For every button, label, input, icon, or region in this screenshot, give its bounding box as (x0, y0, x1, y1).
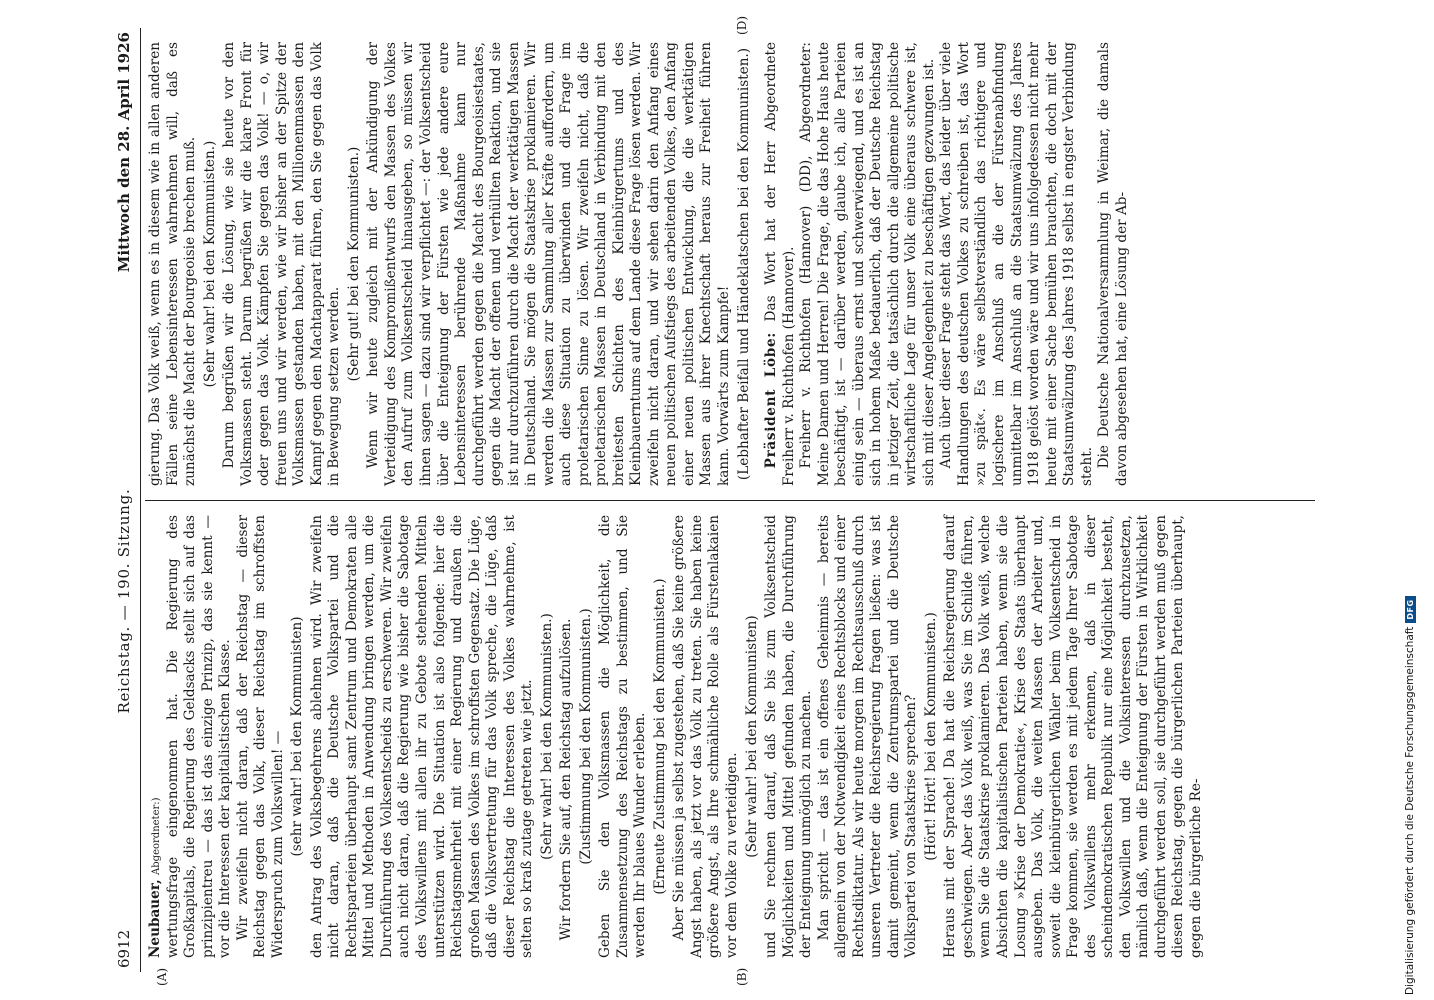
paragraph: Freiherr v. Richthofen (Hannover) (DD), Abgeordneter: Meine Damen und Herren! Die Frage, die das Hohe Haus heute beschäftigt, ist — darüber werden, glaube ich, alle Parteien einig sein — überaus ernst und schwerwiegend, und es ist an sich in hohem Maße bedauerlich, daß der Deutsche Reichstag in jetziger Zeit, die tatsächlich durch die allgemeine politische wirtschaftliche Lage für unser Volk eine überaus schwere ist, sich mit dieser Angelegenheit zu beschäftigen gezwungen ist. (798, 42, 937, 486)
interjection: (Hört! Hört! bei den Kommunisten.) (922, 612, 939, 861)
interjection: (Lebhafter Beifall und Händeklatschen bei den Kommunisten.) (735, 47, 752, 481)
speaker-line (147, 515, 165, 958)
interjection: (Zustimmung bei den Kommunisten.) (577, 608, 594, 865)
paragraph: den Antrag des Volksbegehrens ablehnen wird. Wir zweifeln nicht daran, daß die Deutsche Volkspartei und die Rechtsparteien überhaupt samt Zentrum und Demokraten alle Mittel und Methoden in Anwendung bringen werden, um die Durchführung des Volksentscheids zu erschweren. Wir zweifeln auch nicht daran, daß die Regierung wie bisher die Sabotage des Volkswillens mit allen ihr zu Gebote stehenden Mitteln unterstützen wird. Die Situation ist also folgende: hier die Reichstagsmehrheit mit einer Regierung und draußen die großen Massen des Volkes im schroffsten Gegensatz. Die Lüge, daß die Volksvertretung für das Volk spreche, die Lüge, daß dieser Reichstag die Interessen des Volkes wahrnehme, ist selten so kraß zutage getreten wie jetzt. (308, 515, 536, 958)
paragraph: gierung. Das Volk weiß, wenn es in diesem wie in allen anderen Fällen seine Lebensinteressen wahrnehmen will, daß es zunächst die Macht der Bourgeoisie brechen muß. (147, 42, 199, 486)
paragraph: Heraus mit der Sprache! Da hat die Reichsregierung darauf geschwiegen. Aber das Volk weiß, was Sie im Schilde führen, wenn Sie die Staatskrise proklamieren. Das Volk weiß, welche Absichten die kapitalistischen Parteien haben, wenn sie die Losung »Krise der Demokratie«, Krise des Staats überhaupt ausgeben. Das Volk, die weiten Massen der Arbeiter und, soweit die kleinbürgerlichen Wähler beim Volksentscheid in Frage kommen, sie werden es mit jedem Tage Ihrer Sabotage des Volkswillens mehr erkennen, daß in dieser scheindemokratischen Republik nur eine Möglichkeit besteht, den Volkswillen und die Volksinteressen durchzusetzen, nämlich daß, wenn die Enteignung der Fürsten in Wirklichkeit durchgeführt werden soll, sie durchgeführt werden muß gegen diesen Reichstag, gegen die bürgerlichen Parteien überhaupt, gegen die bürgerliche Re- (942, 515, 1204, 958)
interjection: (Sehr wahr! bei den Kommunisten.) (538, 613, 555, 860)
text-columns (145, 16, 1315, 986)
credit-text: Digitalisierung gefördert durch die Deutsche Forschungsgemeinschaft (1404, 626, 1416, 995)
paragraph: Wir zweifeln nicht daran, daß der Reichstag — dieser Reichstag gegen das Volk, dieser Reichstag im schroffsten Widerspruch zum Volkswillen! — (234, 515, 286, 958)
paragraph: Wenn wir heute zugleich mit der Ankündigung der Verteidigung des Kompromißentwurfs den Massen des Volkes den Aufruf zum Volksentscheid hinausgeben, so müssen wir ihnen sagen — dazu sind wir verpflichtet —: der Volksentscheid über die Enteignung der Fürsten wie jede andere eure Lebensinteressen berührende Maßnahme kann nur durchgeführt werden gegen die Macht des Bourgeoisiestaates, gegen die Macht der offenen und verhüllten Reaktion, und sie ist nur durchzuführen durch die Macht der werktätigen Massen in Deutschland. Sie mögen die Staatskrise proklamieren. Wir werden die Massen zur Sammlung aller Kräfte auffordern, um auch diese Situation zu überwinden und die Frage im proletarischen Sinne zu lösen. Wir zweifeln nicht, daß die proletarischen Massen in Deutschland in Verbindung mit den breitesten Schichten des Kleinbürgertums und des Kleinbauerntums auf dem Lande diese Frage lösen werden. Wir zweifeln nicht daran, und wir sehen darin den Anfang eines neuen politischen Aufstiegs des arbeitenden Volkes, den Anfang einer neuen politischen Entwicklung, die die werktätigen Massen aus ihrer Knechtschaft heraus zur Freiheit führen kann. Vorwärts zum Kampfe! (365, 42, 732, 486)
paragraph: Man spricht — das ist ein offenes Geheimnis — bereits allgemein von der Notwendigkeit eines Rechtsblocks und einer Rechtsdiktatur. Als wir heute morgen im Rechtsausschuß durch unseren Vertreter die Reichsregierung fragen ließen: was ist damit gemeint, wenn die Zentrumspartei und die Deutsche Volkspartei von Staatskrise sprechen? (815, 515, 920, 958)
left-column (145, 500, 1315, 972)
speaker-name: Neubauer, (147, 879, 163, 958)
interjection: (Sehr wahr! bei den Kommunisten.) (201, 140, 218, 388)
paragraph: Auch über dieser Frage steht das Wort, das leider über viele Handlungen des deutschen Volkes zu schreiben ist, das Wort »zu spät«. Es wäre selbstverständlich das richtigere und logischere im Anschluß an die der Fürstenabfindung unmittelbar im Anschluß an die Staatsumwälzung des Jahres 1918 gelöst worden wäre und wir uns infolgedessen nicht mehr heute mit einer Sache bemühen brauchten, die doch mit der Staatsumwälzung des Jahres 1918 selbst in engster Verbindung steht. (938, 42, 1095, 486)
paragraph: Darum begrüßen wir die Lösung, wie sie heute vor den Volksmassen steht. Darum begrüßen wir die klare Front für oder gegen das Volk. Kämpfen Sie gegen das Volk! — o, wir freuen uns und wir werden, wie wir bisher an der Spitze der Volksmassen gestanden haben, mit den Millionenmassen den Kampf gegen den Machtapparat führen, den Sie gegen das Volk in Bewegung setzen werden. (221, 42, 343, 486)
margin-mark-d: (D) (735, 16, 749, 35)
paragraph: Wir fordern Sie auf, den Reichstag aufzulösen. (558, 618, 575, 941)
interjection: (Sehr wahr! bei den Kommunisten) (743, 615, 760, 858)
president-name: Präsident Löbe: (763, 332, 780, 469)
paragraph: und Sie rechnen darauf, daß Sie bis zum Volksentscheid Möglichkeiten und Mittel gefunden haben, die Durchführung der Enteignung unmöglich zu machen. (763, 515, 815, 958)
header-right-title: Mittwoch den 28. April 1926 (115, 32, 133, 273)
interjection: (Erneute Zustimmung bei den Kommunisten.) (651, 578, 668, 895)
president-text: Das Wort hat der Herr Abgeordnete Freiherr v. Richthofen (Hannover). (763, 42, 797, 486)
interjection: (Sehr gut! bei den Kommunisten.) (345, 146, 362, 382)
president-line (763, 42, 798, 486)
header-left-title: Reichstag. — 190. Sitzung. (115, 488, 133, 714)
paragraph: Geben Sie den Volksmassen die Möglichkeit, die Zusammensetzung des Reichstags zu bestimmen, und Sie werden Ihr blaues Wunder erleben. (597, 515, 649, 958)
right-column (145, 28, 1315, 500)
paragraph: Aber Sie müssen ja selbst zugestehen, daß Sie keine größere Angst haben, als jetzt vor das Volk zu treten. Sie haben keine größere Angst, als Ihre schmähliche Rolle als Fürstenlakaien vor dem Volke zu verteidigen. (671, 515, 740, 958)
interjection: (sehr wahr! bei den Kommunisten) (289, 616, 306, 857)
paragraph: wertungsfrage eingenommen hat. Die Regierung des Großkapitals, die Regierung des Geldsacks stellt sich auf das prinzipientreu — das ist das einzige Prinzip, das sie kennt — vor die Interessen der kapitalistischen Klasse. (164, 515, 234, 958)
digitization-credit (1404, 5, 1416, 995)
running-head (115, 28, 141, 972)
speaker-role: Abgeordneter:) (151, 797, 162, 875)
margin-mark-b: (B) (735, 967, 749, 986)
document-page (115, 16, 1315, 986)
page-number: 6912 (115, 929, 133, 968)
margin-mark-a: (A) (155, 967, 169, 986)
paragraph: Die Deutsche Nationalversammlung in Weimar, die damals davon abgesehen hat, eine Lösung der Ab- (1096, 42, 1130, 486)
dfg-logo: DFG (1405, 596, 1416, 622)
